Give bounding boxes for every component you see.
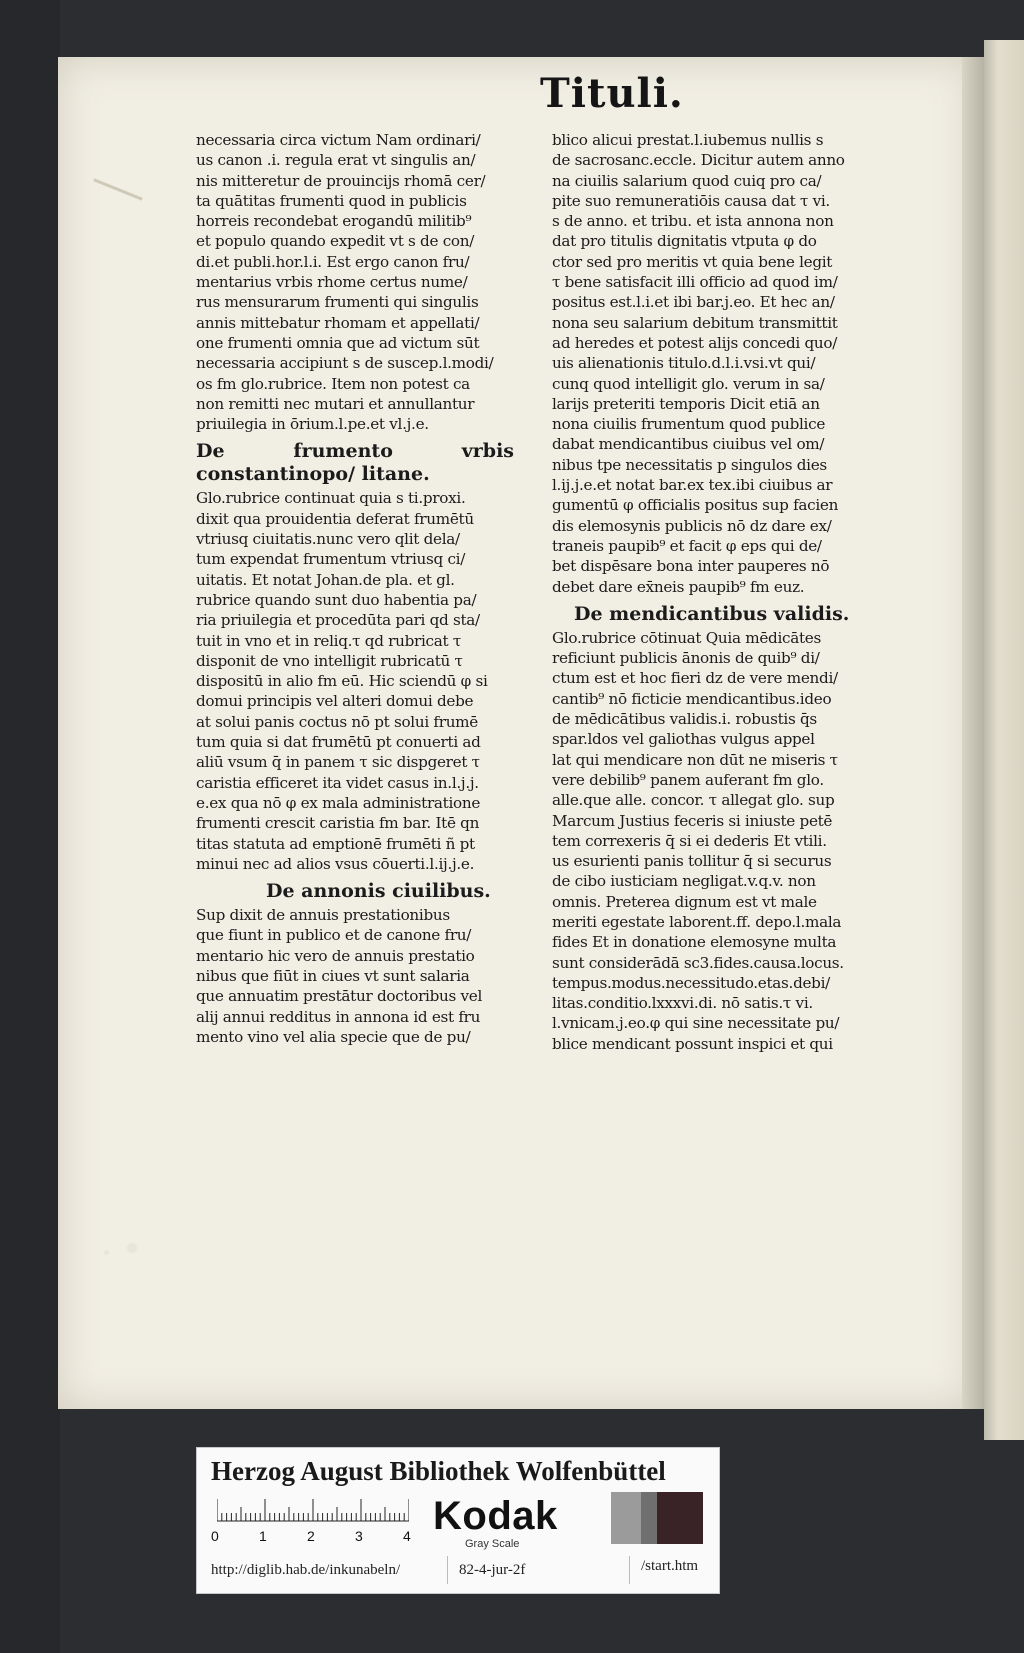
- text-line: mentario hic vero de annuis prestatio: [196, 946, 475, 965]
- text-line: nis mitteretur de prouincijs rhomā cer/: [196, 171, 486, 190]
- right-column: [552, 130, 870, 1054]
- text-line: pite suo remuneratiōis causa dat τ vi.: [552, 191, 830, 210]
- text-line: na ciuilis salarium quod cuiq pro ca/: [552, 171, 822, 190]
- text-line: cunq quod intelligit glo. verum in sa/: [552, 374, 825, 393]
- adjacent-page-edge: [984, 40, 1024, 1440]
- text-line: uis alienationis titulo.d.l.i.vsi.vt qui/: [552, 354, 816, 373]
- text-line: dat pro titulis dignitatis vtputa φ do: [552, 232, 817, 251]
- text-line: us canon .i. regula erat vt singulis an/: [196, 151, 476, 170]
- text-line: l.vnicam.j.eo.φ qui sine necessitate pu/: [552, 1014, 840, 1033]
- text-line: que fiunt in publico et de canone fru/: [196, 926, 472, 945]
- text-line: mentarius vrbis rhome certus nume/: [196, 273, 468, 292]
- text-line: blice mendicant possunt inspici et qui: [552, 1034, 833, 1053]
- color-target-card: [196, 1447, 720, 1594]
- text-line: minui nec ad alios vsus cōuerti.l.ij.j.e.: [196, 854, 475, 873]
- text-line: debet dare ex̄neis paupib⁹ fm euz.: [552, 577, 805, 596]
- text-line: at solui panis coctus nō pt solui frumē: [196, 712, 478, 731]
- ruler-number: 1: [259, 1528, 267, 1544]
- text-line: dixit qua prouidentia deferat frumētū: [196, 509, 474, 528]
- text-line: aliū vsum q̄ in panem τ sic dispgeret τ: [196, 753, 480, 772]
- text-line: tum expendat frumentum vtriusq ci/: [196, 550, 466, 569]
- text-line: di.et publi.hor.l.i. Est ergo canon fru/: [196, 252, 470, 271]
- text-line: litas.conditio.lxxxvi.di. nō satis.τ vi.: [552, 994, 813, 1013]
- text-line: dabat mendicantibus ciuibus vel om/: [552, 435, 825, 454]
- card-divider: [447, 1556, 448, 1584]
- text-line: traneis paupib⁹ et facit φ eps qui de/: [552, 536, 822, 555]
- text-line: Marcum Justius feceris si iniuste petē: [552, 811, 833, 830]
- text-line: dispositū in alio fm eū. Hic sciendū φ si: [196, 672, 488, 691]
- text-line: tuit in vno et in reliq.τ qd rubricat τ: [196, 631, 461, 650]
- text-line: de mēdicātibus validis.i. robustis q̄s: [552, 710, 817, 729]
- text-line: ta quātitas frumenti quod in publicis: [196, 191, 467, 210]
- left-paragraph-2: [196, 488, 514, 874]
- text-line: larijs preteriti temporis Dicit etiā an: [552, 394, 820, 413]
- text-line: positus est.l.i.et ibi bar.j.eo. Et hec an/: [552, 293, 835, 312]
- left-heading-1: De frumento vrbis constantinopo/ litane.: [196, 440, 514, 486]
- text-line: nona seu salarium debitum transmittit: [552, 313, 838, 332]
- gray-swatch: [611, 1492, 641, 1544]
- text-line: s de anno. et tribu. et ista annona non: [552, 212, 834, 231]
- text-line: et populo quando expedit vt s de con/: [196, 232, 475, 251]
- text-line: ria priuilegia et procedūta pari qd sta/: [196, 611, 480, 630]
- text-line: spar.ldos vel galiothas vulgus appel: [552, 730, 815, 749]
- left-paragraph-1: [196, 130, 514, 434]
- kodak-logo: Kodak: [433, 1494, 558, 1538]
- digital-library-url: http://diglib.hab.de/inkunabeln/: [211, 1562, 401, 1578]
- card-divider: [629, 1556, 630, 1584]
- text-line: rus mensurarum frumenti qui singulis: [196, 293, 479, 312]
- start-page-path: /start.htm: [641, 1558, 699, 1574]
- text-line: titas statuta ad emptionē frumēti ñ pt: [196, 834, 475, 853]
- text-line: gumentū φ officialis positus sup facien: [552, 496, 839, 515]
- text-line: e.ex qua nō φ ex mala administratione: [196, 793, 481, 812]
- text-line: nibus tpe necessitatis p singulos dies: [552, 455, 827, 474]
- text-line: caristia efficeret ita videt casus in.l.j.j.: [196, 773, 479, 792]
- text-line: disponit de vno intelligit rubricatū τ: [196, 651, 463, 670]
- text-line: annis mittebatur rhomam et appellati/: [196, 313, 480, 332]
- text-line: rubrice quando sunt duo habentia pa/: [196, 590, 477, 609]
- text-line: reficiunt publicis ānonis de quib⁹ di/: [552, 649, 820, 668]
- text-line: tem correxeris q̄ si ei dederis Et vtili.: [552, 831, 827, 850]
- text-line: us esurienti panis tollitur q̄ si securus: [552, 852, 832, 871]
- scanner-backdrop: [0, 0, 60, 1653]
- text-line: one frumenti omnia que ad victum sūt: [196, 333, 480, 352]
- text-line: necessaria accipiunt s de suscep.l.modi/: [196, 354, 494, 373]
- right-paragraph-2: [552, 628, 870, 1054]
- running-title: Tituli.: [540, 70, 684, 117]
- speck: [127, 1243, 137, 1253]
- text-line: lat qui mendicare non dūt ne miseris τ: [552, 750, 838, 769]
- page-gutter-shadow: [962, 57, 984, 1409]
- ruler-number: 3: [355, 1528, 363, 1544]
- text-line: tempus.modus.necessitudo.etas.debi/: [552, 973, 830, 992]
- text-line: Glo.rubrice cōtinuat Quia mēdicātes: [552, 628, 821, 647]
- text-line: horreis recondebat erogandū militib⁹: [196, 212, 472, 231]
- ruler-numbers: [211, 1528, 421, 1546]
- gray-swatch: [657, 1492, 703, 1544]
- text-line: vtriusq ciuitatis.nunc vero qlit dela/: [196, 530, 460, 549]
- library-name: Herzog August Bibliothek Wolfenbüttel: [211, 1456, 666, 1486]
- text-line: dis elemosynis publicis nō dz dare ex/: [552, 516, 832, 535]
- text-line: tum quia si dat frumētū pt conuerti ad: [196, 733, 481, 752]
- text-line: non remitti nec mutari et annullantur: [196, 394, 475, 413]
- text-line: de cibo iusticiam negligat.v.q.v. non: [552, 872, 816, 891]
- text-line: priuilegia in ōrium.l.pe.et vl.j.e.: [196, 415, 429, 434]
- text-line: domui principis vel alteri domui debe: [196, 692, 474, 711]
- ruler-number: 2: [307, 1528, 315, 1544]
- text-line: l.ij.j.e.et notat bar.ex tex.ibi ciuibus ar: [552, 476, 833, 495]
- text-line: meriti egestate laborent.ff. depo.l.mala: [552, 912, 842, 931]
- left-paragraph-3: [196, 905, 514, 1047]
- text-line: vere debilib⁹ panem auferant fm glo.: [552, 770, 824, 789]
- text-line: Glo.rubrice continuat quia s ti.proxi.: [196, 489, 466, 508]
- text-line: omnis. Preterea dignum est vt male: [552, 892, 817, 911]
- text-line: nona ciuilis frumentum quod publice: [552, 415, 826, 434]
- text-line: uitatis. Et notat Johan.de pla. et gl.: [196, 570, 455, 589]
- text-line: cantib⁹ nō ficticie mendicantibus.ideo: [552, 689, 832, 708]
- text-line: ad heredes et potest alijs concedi quo/: [552, 333, 838, 352]
- text-line: ctor sed pro meritis vt quia bene legit: [552, 252, 833, 271]
- text-line: os fm glo.rubrice. Item non potest ca: [196, 374, 470, 393]
- text-line: de sacrosanc.eccle. Dicitur autem anno: [552, 151, 845, 170]
- ruler-number: 4: [403, 1528, 411, 1544]
- gray-swatches: [611, 1492, 703, 1544]
- gray-swatch: [641, 1492, 657, 1544]
- text-line: alij annui redditus in annona id est fru: [196, 1007, 481, 1026]
- text-line: Sup dixit de annuis prestationibus: [196, 906, 450, 925]
- text-line: que annuatim prestātur doctoribus vel: [196, 987, 483, 1006]
- text-line: ctum est et hoc fieri dz de vere mendi/: [552, 669, 838, 688]
- ruler-number: 0: [211, 1528, 219, 1544]
- right-paragraph-1: [552, 130, 870, 597]
- text-line: τ bene satisfacit illi officio ad quod im/: [552, 273, 838, 292]
- text-line: blico alicui prestat.l.iubemus nullis s: [552, 131, 824, 149]
- text-line: alle.que alle. concor. τ allegat glo. sup: [552, 791, 835, 810]
- text-line: frumenti crescit caristia fm bar. Itē qn: [196, 814, 480, 833]
- left-column: [196, 130, 514, 1047]
- text-line: fides Et in donatione elemosyne multa: [552, 933, 837, 952]
- right-heading-1: De mendicantibus validis.: [574, 602, 850, 625]
- text-line: necessaria circa victum Nam ordinari/: [196, 131, 481, 149]
- text-line: bet dispēsare bona inter pauperes nō: [552, 557, 830, 576]
- scale-ruler: [217, 1498, 409, 1522]
- gray-scale-label: Gray Scale: [465, 1538, 520, 1550]
- shelfmark: 82-4-jur-2f: [459, 1562, 526, 1578]
- left-heading-2: De annonis ciuilibus.: [266, 880, 491, 903]
- text-line: sunt considerādā sc3.fides.causa.locus.: [552, 953, 844, 972]
- text-line: mento vino vel alia specie que de pu/: [196, 1027, 471, 1046]
- text-line: nibus que fiūt in ciues vt sunt salaria: [196, 966, 470, 985]
- speck: [104, 1250, 109, 1255]
